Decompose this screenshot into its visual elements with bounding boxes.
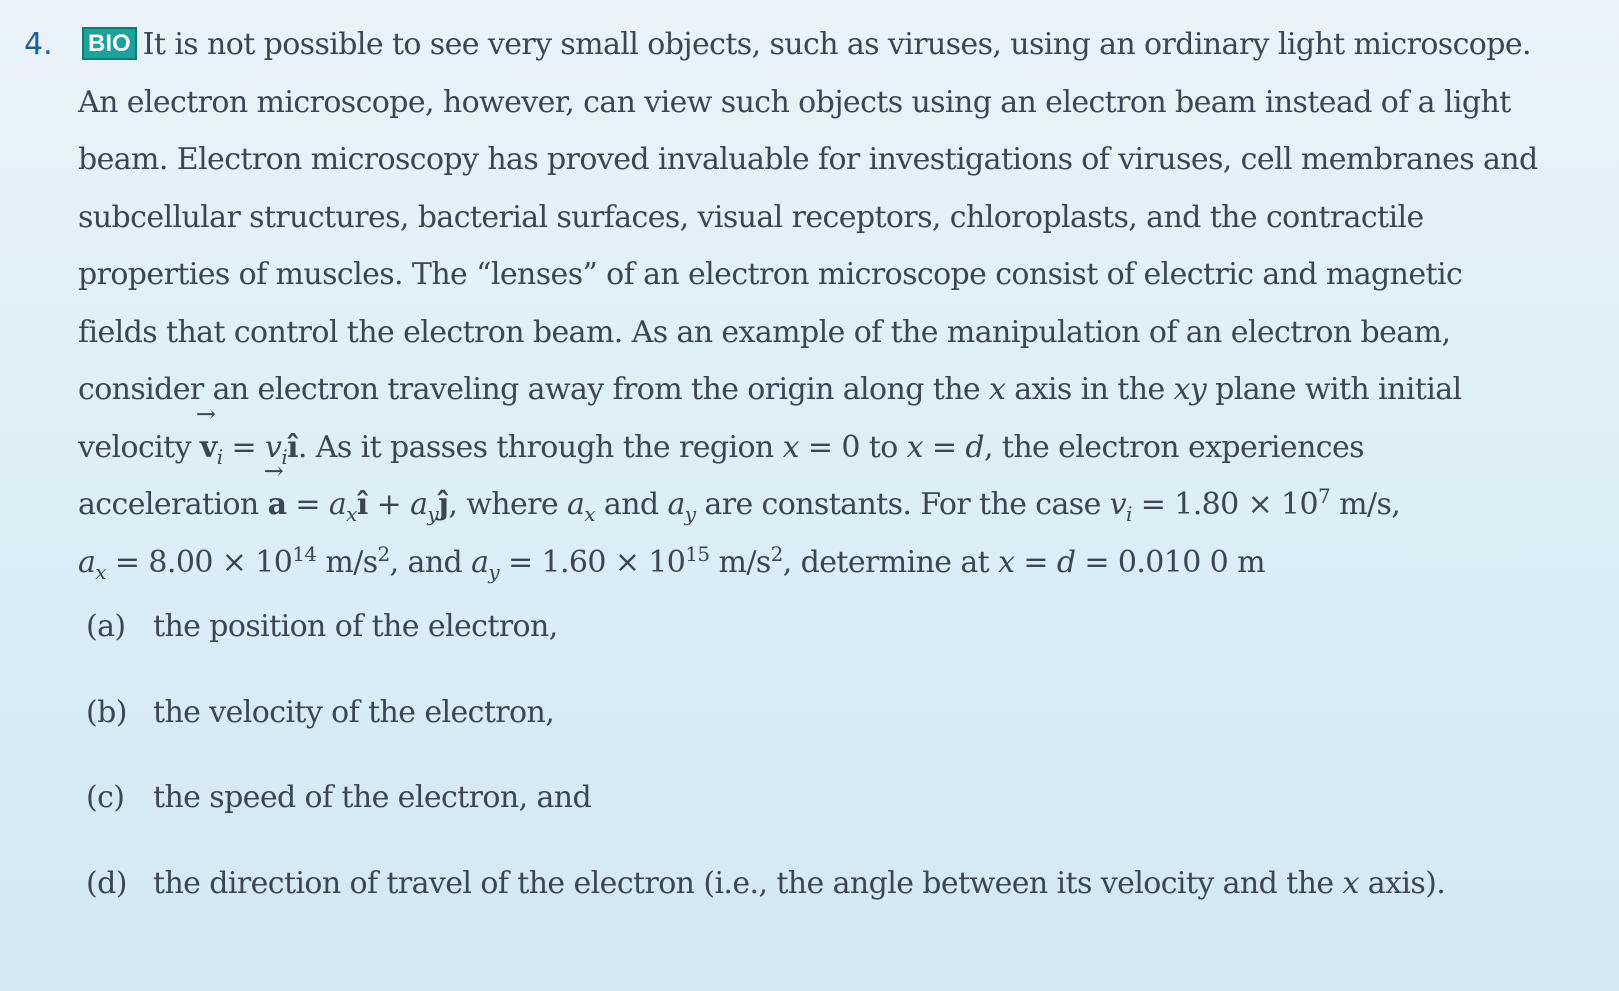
ax-value: 8.00 × 10 [148,544,293,580]
statement-line-7: consider an electron traveling away from the origin along the x axis in the xy plane with initial [78,372,1462,407]
bio-badge: BIO [82,27,137,60]
vector-arrow-icon: → [263,457,284,485]
math-x: x [989,372,1006,407]
problem-parts [86,598,1586,940]
math-xy: xy [1173,372,1207,407]
statement-line-9: acceleration → $a = a_xî$ + $a_yĵ$, where $a_x$ and $a_y$ are constants. For the case $v_i = 1.80 \times 10^7$ m/s, [78,476,1594,534]
part-label: (a) [86,609,126,644]
statement-line-6: fields that control the electron beam. As an example of the manipulation of an electron beam, [78,314,1451,350]
vi-value: 1.80 × 10 [1174,487,1319,522]
part-a [86,598,1586,684]
statement-line-4: subcellular structures, bacterial surfaces, visual receptors, chloroplasts, and the contractile [78,199,1424,235]
statement-line-8: velocity → $v_i$ = $v_iî$. As it passes through the region x = 0 to x = d, the electron experiences [78,419,1594,477]
part-label: (b) [86,694,127,730]
velocity-vector: → v [195,399,217,465]
part-d [86,855,1586,941]
unit-vector-i: î [287,429,298,465]
statement-line-5: properties of muscles. The “lenses” of an electron microscope consist of electric and magnetic [78,257,1463,292]
part-label: (d) [86,865,127,901]
problem-number: 4. [24,27,53,62]
acceleration-vector: → a [263,457,287,522]
part-text: the speed of the electron, and [153,780,592,815]
statement-line-1: BIO It is not possible to see very small objects, such as viruses, using an ordinary light microscope. [78,16,1594,74]
problem-4 [24,16,1594,591]
part-text: the velocity of the electron, [153,694,555,730]
part-text: the position of the electron, [153,609,558,644]
statement-line-3: beam. Electron microscopy has proved invaluable for investigations of viruses, cell membranes and [78,142,1538,177]
part-b [86,684,1586,770]
part-text: the direction of travel of the electron (i.e., the angle between its velocity and the x axis). [153,865,1446,901]
statement-line-10: $a_x = 8.00 \times 10^{14}$ $m/s^2$, and $a_y = 1.60 \times 10^{15}$ $m/s^2$, determine at x = d = 0.010 0 m [78,541,1265,584]
problem-statement [78,16,1594,591]
part-label: (c) [86,780,125,815]
vector-arrow-icon: → [195,399,216,428]
ay-value: 1.60 × 10 [541,544,686,580]
unit-vector-j: ĵ [438,487,449,522]
d-value: 0.010 0 m [1117,544,1265,580]
part-c [86,769,1586,855]
statement-line-2: An electron microscope, however, can view such objects using an electron beam instead of a light [78,84,1511,120]
